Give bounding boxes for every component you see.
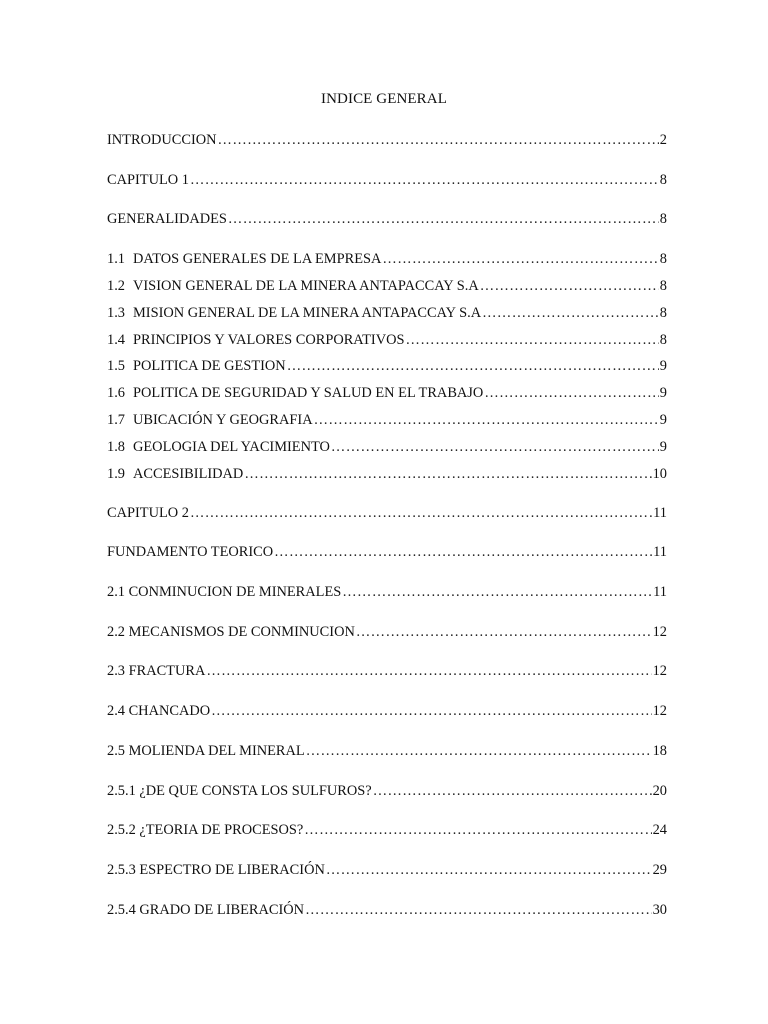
toc-entry — [107, 465, 667, 483]
toc-entry-label: 2.5.2 ¿TEORIA DE PROCESOS? — [107, 822, 304, 838]
toc-leader-dots — [480, 277, 659, 295]
toc-entry-label: INTRODUCCION — [107, 132, 217, 148]
toc-entry-number: 1.4 — [107, 332, 125, 348]
toc-entry-page: 9 — [659, 412, 667, 428]
toc-leader-dots — [482, 304, 659, 322]
toc-entry-label: MISION GENERAL DE LA MINERA ANTAPACCAY S.A — [133, 305, 482, 321]
toc-entry-page: 11 — [653, 505, 667, 521]
toc-entry-page: 8 — [659, 305, 667, 321]
toc-leader-dots — [356, 623, 652, 641]
toc-leader-dots — [287, 357, 659, 375]
toc-leader-dots — [218, 131, 659, 149]
toc-entry-page: 8 — [659, 251, 667, 267]
toc-entry — [107, 304, 667, 322]
toc-entry-label: DATOS GENERALES DE LA EMPRESA — [133, 251, 382, 267]
page-title: INDICE GENERAL — [321, 91, 447, 107]
toc-entry — [107, 702, 667, 720]
toc-entry-label: GENERALIDADES — [107, 211, 227, 227]
toc-entry-label: 2.2 MECANISMOS DE CONMINUCION — [107, 624, 355, 640]
toc-entry — [107, 210, 667, 228]
toc-leader-dots — [326, 861, 652, 879]
toc-entry-page: 8 — [659, 211, 667, 227]
toc-leader-dots — [304, 821, 651, 839]
toc-entry-label: 2.3 FRACTURA — [107, 663, 206, 679]
toc-leader-dots — [306, 742, 652, 760]
toc-entry — [107, 662, 667, 680]
toc-entry — [107, 331, 667, 349]
toc-entry-page: 11 — [653, 544, 667, 560]
toc-entry — [107, 821, 667, 839]
toc-leader-dots — [342, 583, 652, 601]
toc-leader-dots — [305, 901, 652, 919]
toc-entry-number: 1.8 — [107, 439, 125, 455]
toc-entry — [107, 504, 667, 522]
toc-entry — [107, 411, 667, 429]
toc-entry-page: 11 — [653, 584, 667, 600]
toc-leader-dots — [484, 384, 658, 402]
toc-leader-dots — [314, 411, 659, 429]
toc-leader-dots — [382, 250, 658, 268]
toc-leader-dots — [331, 438, 659, 456]
toc-entry-label: VISION GENERAL DE LA MINERA ANTAPACCAY S.A — [133, 278, 479, 294]
toc-entry-label: 2.5.4 GRADO DE LIBERACIÓN — [107, 902, 305, 918]
toc-entry-label: 2.1 CONMINUCION DE MINERALES — [107, 584, 342, 600]
toc-leader-dots — [190, 504, 652, 522]
toc-entry-label: 2.4 CHANCADO — [107, 703, 211, 719]
toc-entry-page: 20 — [652, 783, 667, 799]
toc-entry-page: 2 — [659, 132, 667, 148]
toc-entry — [107, 543, 667, 561]
toc-entry — [107, 171, 667, 189]
toc-entry-label: 2.5.3 ESPECTRO DE LIBERACIÓN — [107, 862, 325, 878]
toc-entry-label: CAPITULO 2 — [107, 505, 189, 521]
toc-leader-dots — [206, 662, 651, 680]
toc-entry — [107, 583, 667, 601]
toc-entry — [107, 277, 667, 295]
toc-entry — [107, 438, 667, 456]
toc-entry-page: 12 — [652, 624, 667, 640]
toc-entry-label: FUNDAMENTO TEORICO — [107, 544, 274, 560]
toc-leader-dots — [405, 331, 658, 349]
toc-entry-page: 9 — [659, 385, 667, 401]
toc-leader-dots — [228, 210, 659, 228]
toc-leader-dots — [211, 702, 651, 720]
toc-entry-number: 1.7 — [107, 412, 125, 428]
toc-entry-page: 12 — [652, 703, 667, 719]
toc-leader-dots — [274, 543, 652, 561]
toc-entry-number: 1.6 — [107, 385, 125, 401]
toc-entry — [107, 782, 667, 800]
toc-entry-page: 8 — [659, 278, 667, 294]
toc-entry-number: 1.5 — [107, 358, 125, 374]
toc-entry-page: 8 — [659, 172, 667, 188]
toc-entry — [107, 901, 667, 919]
toc-entry-page: 9 — [659, 358, 667, 374]
toc-entry-label: POLITICA DE SEGURIDAD Y SALUD EN EL TRABAJO — [133, 385, 484, 401]
toc-entry-page: 24 — [652, 822, 667, 838]
toc-entry-page: 10 — [652, 466, 667, 482]
toc-entry — [107, 250, 667, 268]
toc-entry-page: 30 — [652, 902, 667, 918]
toc-entry-page: 12 — [652, 663, 667, 679]
toc-entry — [107, 384, 667, 402]
toc-leader-dots — [373, 782, 652, 800]
toc-entry-label: ACCESIBILIDAD — [133, 466, 244, 482]
toc-entry-page: 9 — [659, 439, 667, 455]
toc-entry — [107, 861, 667, 879]
toc-entry-number: 1.3 — [107, 305, 125, 321]
toc-entry-page: 18 — [652, 743, 667, 759]
toc-entry — [107, 742, 667, 760]
toc-entry-label: CAPITULO 1 — [107, 172, 189, 188]
toc-entry — [107, 357, 667, 375]
toc-leader-dots — [190, 171, 659, 189]
toc-entry-label: PRINCIPIOS Y VALORES CORPORATIVOS — [133, 332, 405, 348]
toc-entry — [107, 623, 667, 641]
toc-entry-label: 2.5 MOLIENDA DEL MINERAL — [107, 743, 305, 759]
toc-entry-label: UBICACIÓN Y GEOGRAFIA — [133, 412, 313, 428]
toc-entry-number: 1.1 — [107, 251, 125, 267]
toc-entry — [107, 131, 667, 149]
toc-entry-label: GEOLOGIA DEL YACIMIENTO — [133, 439, 330, 455]
toc-leader-dots — [244, 465, 651, 483]
toc-entry-label: 2.5.1 ¿DE QUE CONSTA LOS SULFUROS? — [107, 783, 372, 799]
toc-entry-page: 29 — [652, 862, 667, 878]
toc-entry-number: 1.9 — [107, 466, 125, 482]
toc-entry-page: 8 — [659, 332, 667, 348]
toc-entry-number: 1.2 — [107, 278, 125, 294]
toc-entry-label: POLITICA DE GESTION — [133, 358, 286, 374]
